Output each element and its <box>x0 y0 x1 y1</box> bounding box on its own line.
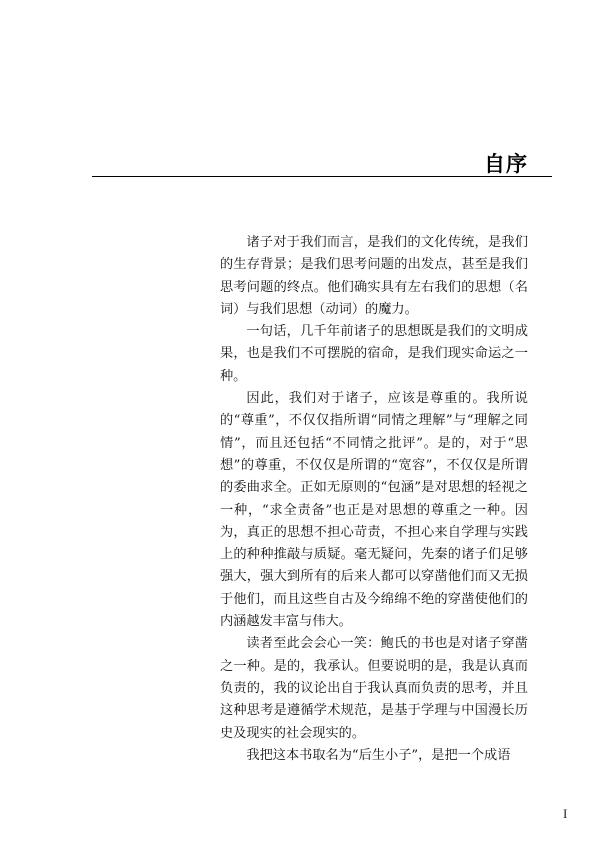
paragraph: 诸子对于我们而言，是我们的文化传统，是我们的生存背景；是我们思考问题的出发点，甚至是我们思考问题的终点。他们确实具有左右我们的思想（名词）与我们思想（动词）的魔力。 <box>220 235 528 317</box>
paragraph: 我把这本书取名为“后生小子”，是把一个成语 <box>246 747 511 763</box>
body-text <box>220 232 528 767</box>
chapter-heading: 自序 <box>484 152 528 176</box>
heading-rule <box>92 176 552 177</box>
paragraph: 一句话，几千年前诸子的思想既是我们的文明成果，也是我们不可摆脱的宿命，是我们现实命运之一种。 <box>220 324 528 384</box>
page-number: I <box>563 806 568 821</box>
paragraph: 因此，我们对于诸子，应该是尊重的。我所说的“尊重”，不仅仅指所谓“同情之理解”与“理解之同情”，而且还包括“不同情之批评”。是的，对于“思想”的尊重，不仅仅是所谓的“宽容”，不仅仅是所谓的委曲求全。正如无原则的“包涵”是对思想的轻视之一种，“求全责备”也正是对思想的尊重之一种。因为，真正的思想不担心苛责，不担心来自学理与实践上的种种推敲与质疑。毫无疑问，先秦的诸子们足够强大，强大到所有的后来人都可以穿凿他们而又无损于他们，而且这些自古及今绵绵不绝的穿凿使他们的内涵越发丰富与伟大。 <box>220 391 528 630</box>
paragraph: 读者至此会会心一笑：鲍氏的书也是对诸子穿凿之一种。是的，我承认。但要说明的是，我是认真而负责的，我的议论出自于我认真而负责的思考，并且这种思考是遵循学术规范，是基于学理与中国漫长历史及现实的社会现实的。 <box>220 636 528 741</box>
